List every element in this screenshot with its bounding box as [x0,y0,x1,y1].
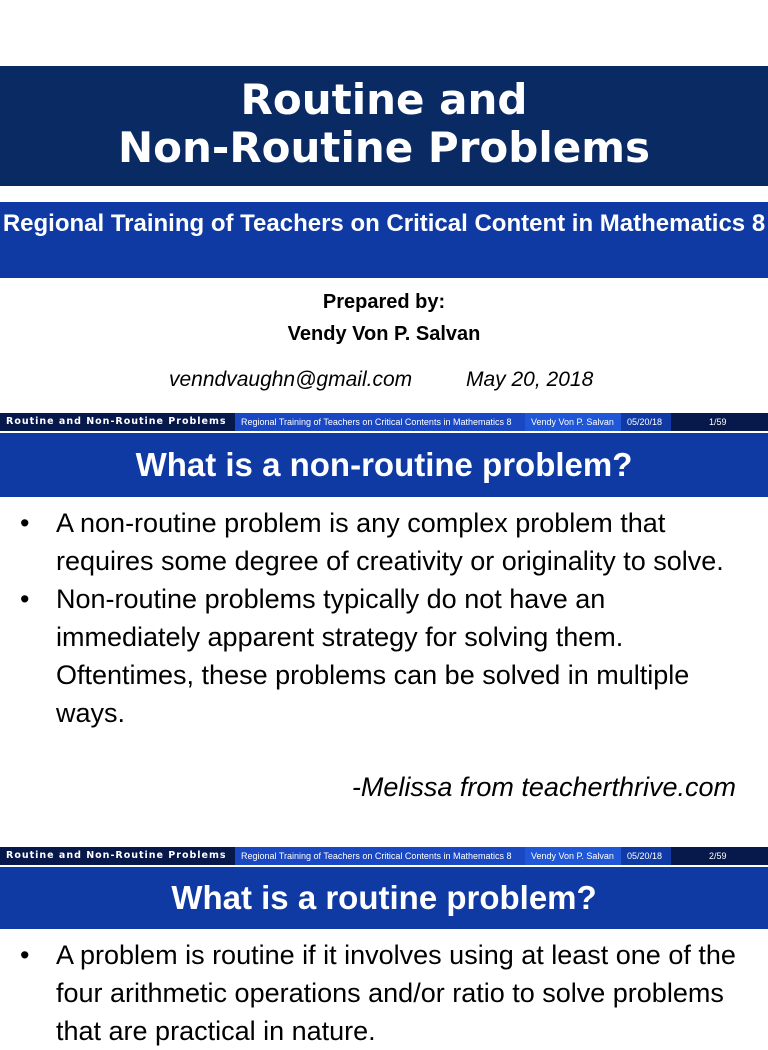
title-line-1: Routine and [240,75,528,124]
footer-title: Routine and Non-Routine Problems [6,850,227,861]
presentation-subtitle: Regional Training of Teachers on Critical Content in Mathematics 8 [0,202,768,278]
bullet-item: • A non-routine problem is any complex problem that requires some degree of creativity or originality to solve. [0,504,768,580]
author-email: venndvaughn@gmail.com [169,368,413,391]
footer-author: Vendy Von P. Salvan [525,413,621,431]
quote-attribution: -Melissa from teacherthrive.com [351,772,736,802]
author-name: Vendy Von P. Salvan [287,323,481,345]
slide-heading-non-routine: What is a non-routine problem? [0,433,768,497]
presentation-title [0,66,768,186]
footer-author: Vendy Von P. Salvan [525,847,621,865]
bullet-item: • A problem is routine if it involves using at least one of the four arithmetic operations and/or ratio to solve problems that are practical in nature. [0,936,768,1050]
title-line-2: Non-Routine Problems [118,123,650,172]
slide-footer [0,413,768,431]
bullet-item: • Non-routine problems typically do not have an immediately apparent strategy for solving them. Oftentimes, these problems can be solved in multiple ways. [0,580,768,732]
prepared-by-label: Prepared by: [322,291,446,313]
footer-title: Routine and Non-Routine Problems [6,416,227,427]
footer-training: Regional Training of Teachers on Critical Contents in Mathematics 8 [235,847,525,865]
footer-training: Regional Training of Teachers on Critical Contents in Mathematics 8 [235,413,525,431]
slide-heading-routine: What is a routine problem? [0,867,768,929]
footer-date: 05/20/18 [621,413,671,431]
slide-footer [0,847,768,865]
footer-date: 05/20/18 [621,847,671,865]
bullet-list [0,504,768,732]
footer-page-number: 1/59 [671,413,766,431]
bullet-list [0,936,768,1050]
presentation-date: May 20, 2018 [466,368,594,391]
footer-page-number: 2/59 [671,847,766,865]
